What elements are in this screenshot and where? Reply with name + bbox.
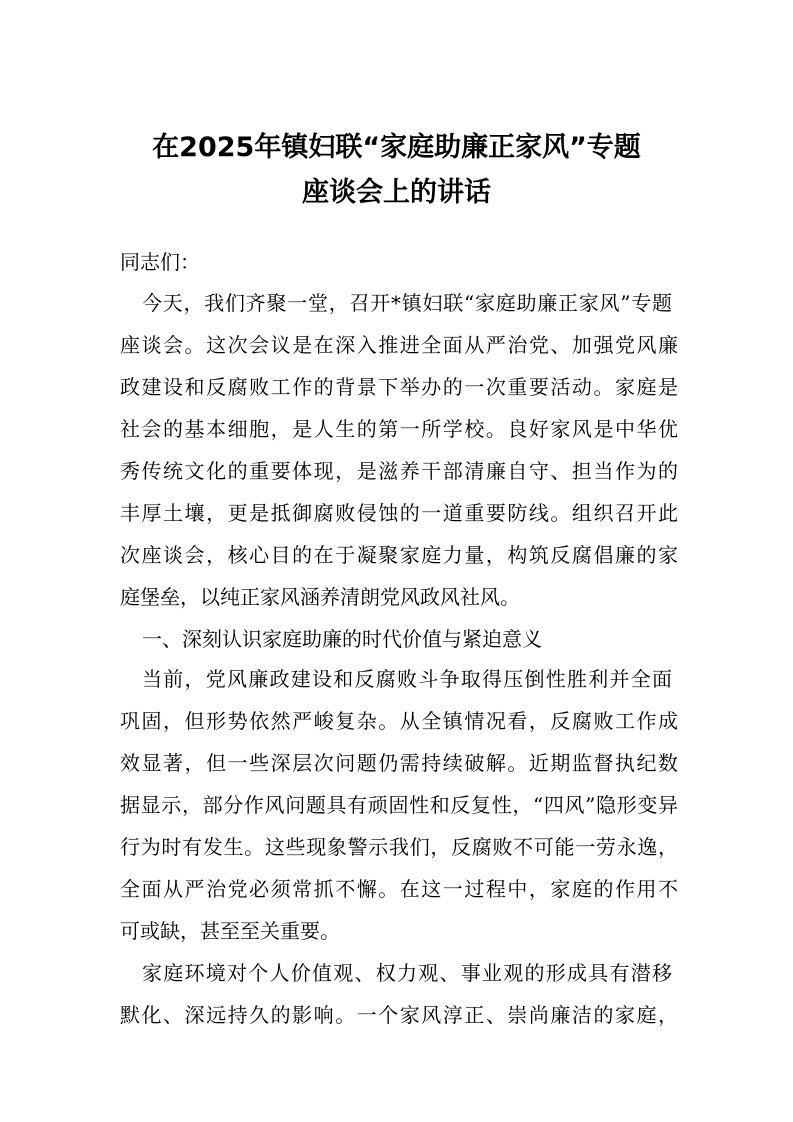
paragraph-1-line: 社会的基本细胞，是人生的第一所学校。良好家风是中华优 (120, 417, 678, 441)
paragraph-2-line: 据显示，部分作风问题具有顽固性和反复性，“四风”隐形变异 (120, 793, 678, 817)
paragraph-3-line: 默化、深远持久的影响。一个家风淳正、崇尚廉洁的家庭， (120, 1003, 678, 1027)
paragraph-1-line: 次座谈会，核心目的在于凝聚家庭力量，构筑反腐倡廉的家 (120, 543, 678, 567)
paragraph-1-line: 丰厚土壤，更是抵御腐败侵蚀的一道重要防线。组织召开此 (120, 501, 678, 525)
paragraph-2-line: 效显著，但一些深层次问题仍需持续破解。近期监督执纪数 (120, 751, 678, 775)
paragraph-1-line: 秀传统文化的重要体现，是滋养干部清廉自守、担当作为的 (120, 459, 678, 483)
salutation: 同志们： (120, 250, 200, 274)
paragraph-2-line: 当前，党风廉政建设和反腐败斗争取得压倒性胜利并全面 (142, 667, 672, 691)
document-title-line-2: 座谈会上的讲话 (302, 177, 491, 208)
paragraph-2-line: 全面从严治党必须常抓不懈。在这一过程中，家庭的作用不 (120, 877, 678, 901)
paragraph-2-line: 可或缺，甚至至关重要。 (120, 919, 340, 943)
paragraph-1-line: 政建设和反腐败工作的背景下举办的一次重要活动。家庭是 (120, 375, 678, 399)
paragraph-1-line: 庭堡垒，以纯正家风涵养清朗党风政风社风。 (120, 585, 520, 609)
paragraph-1-line: 今天，我们齐聚一堂，召开*镇妇联“家庭助廉正家风”专题 (142, 291, 672, 315)
document-title-line-1: 在2025年镇妇联“家庭助廉正家风”专题 (152, 132, 641, 163)
paragraph-2-line: 巩固，但形势依然严峻复杂。从全镇情况看，反腐败工作成 (120, 709, 678, 733)
paragraph-3-line: 家庭环境对个人价值观、权力观、事业观的形成具有潜移 (142, 961, 672, 985)
section-heading-1: 一、深刻认识家庭助廉的时代价值与紧迫意义 (142, 627, 542, 651)
paragraph-1-line: 座谈会。这次会议是在深入推进全面从严治党、加强党风廉 (120, 333, 678, 357)
paragraph-2-line: 行为时有发生。这些现象警示我们，反腐败不可能一劳永逸， (120, 835, 678, 859)
